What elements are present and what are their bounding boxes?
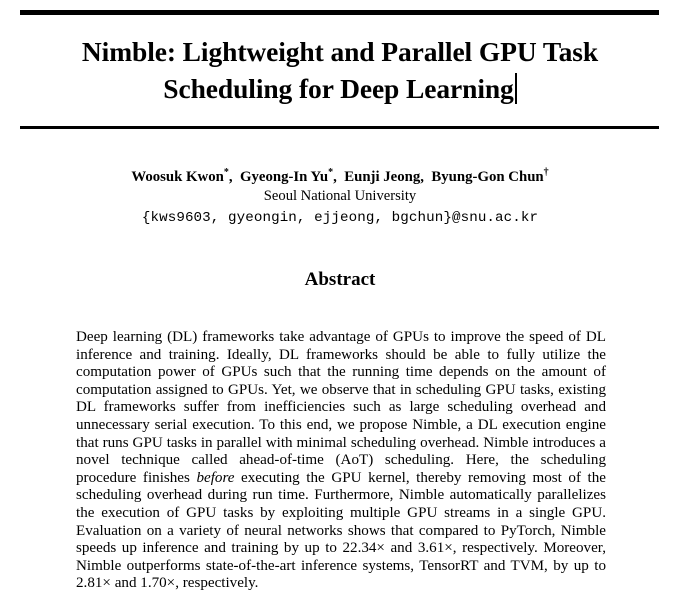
- author-name-1: Woosuk Kwon: [131, 169, 224, 185]
- authors-block: [40, 168, 640, 228]
- title-line-1: Nimble: Lightweight and Parallel GPU Task: [81, 36, 599, 67]
- abstract-part-1: Deep learning (DL) frameworks take advantage of GPUs to improve the speed of DL inference and training. Ideally, DL frameworks should be able to fully utilize the computation power of GPUs such that the running time depends on the amount of computation assigned to GPUs. Yet, we observe that in scheduling GPU tasks, existing DL frameworks suffer from inefficiencies such as large scheduling overhead and unnecessary serial execution. To this end, we propose Nimble, a DL execution engine that runs GPU tasks in parallel with minimal scheduling overhead. Nimble introduces a novel technique called ahead-of-time (AoT) scheduling. Here, the scheduling procedure finishes: [76, 329, 606, 486]
- abstract-body: [76, 329, 606, 593]
- title-line-2: Scheduling for Deep Learning: [163, 73, 514, 104]
- author-affiliation: Seoul National University: [263, 188, 417, 204]
- author-name-2: Gyeong-In Yu: [239, 169, 329, 185]
- abstract-part-2: executing the GPU kernel, thereby removing most of the scheduling overhead during run time. Furthermore, Nimble automatically parallelizes the execution of GPU tasks by exploiting multiple GPU streams in a single GPU. Evaluation on a variety of neural networks shows that compared to PyTorch, Nimble speeds up inference and training by up to 22.34× and 3.61×, respectively. Moreover, Nimble outperforms state-of-the-art inference systems, TensorRT and TVM, by up to 2.81× and 1.70×, respectively.: [76, 469, 606, 592]
- author-name-3: Eunji Jeong: [344, 169, 421, 185]
- author-list: Woosuk Kwon*, Gyeong-In Yu*, Eunji Jeong, Byung-Gon Chun†: [131, 167, 549, 185]
- header-rule-under-title: [20, 126, 659, 129]
- abstract-heading: Abstract: [304, 269, 376, 290]
- author-name-4: Byung-Gon Chun: [431, 169, 544, 185]
- author-marker-2: *: [328, 167, 334, 179]
- page-title: [82, 36, 598, 104]
- text-cursor-caret: [515, 73, 517, 104]
- author-marker-4: †: [543, 167, 549, 179]
- paper-title-block: [60, 33, 620, 107]
- author-marker-1: *: [223, 167, 229, 179]
- abstract-emphasis-before: before: [196, 469, 235, 486]
- author-emails: {kws9603, gyeongin, ejjeong, bgchun}@snu.ac.kr: [141, 210, 539, 226]
- header-rule-top: [20, 10, 659, 15]
